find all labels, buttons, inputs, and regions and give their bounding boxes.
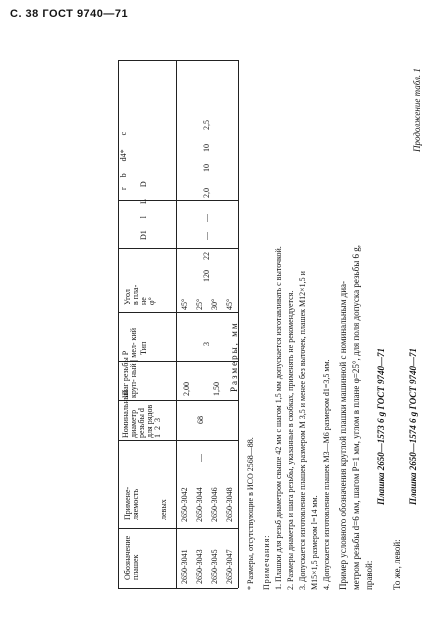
formula-left: Плашка 2650—1574 6 g ГОСТ 9740—71 [408, 347, 418, 505]
angle-value: 45° [225, 298, 234, 310]
table-border-right [238, 60, 239, 588]
header-applicability: Примене- ляемость [123, 486, 140, 520]
header-angle: Угол в пла- не φ° [123, 284, 156, 305]
table-row-applicability: 2650-3044 [195, 487, 204, 522]
table-row-applicability: 2650-3046 [210, 487, 219, 522]
table-row-designation: 2650-3043 [195, 549, 204, 584]
fine-pitch-value: 1,50 [212, 382, 221, 396]
note-item: 3. Допускается изготовление плашек размером M 3,5 и менее без выточек, плашек M12×1,5 и [298, 271, 307, 590]
D1-value: — [202, 214, 211, 222]
c-value: 2,0 [202, 188, 211, 198]
fine-pitch-value: 2,00 [182, 382, 191, 396]
note-item: 4. Допускается изготовление плашек M3—M6 размером d1=3,5 мм. [322, 359, 331, 590]
header-misc-columns: r b d4* c [119, 131, 128, 190]
table-row-designation: 2650-3041 [180, 549, 189, 584]
page-header: С. 38 ГОСТ 9740—71 [10, 8, 129, 20]
b-value: 10 [202, 144, 211, 152]
header-pitch: Шаг резьбы P круп- ный | мел- кий [121, 327, 138, 398]
formula-right: Плашка 2650—1573 6 g ГОСТ 9740—71 [376, 347, 386, 505]
nominal-value: 68 [196, 416, 205, 424]
table-border-top [118, 60, 238, 61]
column-divider [118, 248, 238, 249]
header-designation: Обозначение плашек [123, 535, 140, 580]
footnote: * Размеры, отсутствующие в ИСО 2568—88. [246, 437, 255, 590]
note-item: M15×1,5 размером l=14 мм. [310, 495, 319, 590]
header-lev: левых [159, 499, 168, 520]
header-nominal: Номинальный диаметр резьбы d для рядов 1 2 3 [121, 389, 162, 438]
l-value: — [202, 232, 211, 240]
d4-value: 10 [202, 164, 211, 172]
header-type: Тип [139, 341, 148, 355]
table-row-designation: 2650-3047 [225, 549, 234, 584]
angle-value: 45° [180, 298, 189, 310]
header-D1-l-L: D1 l L D [139, 181, 148, 240]
note-item: 2. Размеры диаметра и шага резьбы, указанные в скобках, применять не рекомендуется. [286, 290, 295, 590]
angle-value: 25° [195, 298, 204, 310]
angle-value: 30° [210, 298, 219, 310]
D-value: 120 [202, 270, 211, 282]
example-line: метром резьбы d=6 мм, шагом P=1 мм, углом в плане φ=25°, для поля допуска резьбы 6 g, [351, 244, 361, 590]
column-divider [118, 528, 238, 529]
r-value: 2,5 [202, 120, 211, 130]
table-row-applicability: 2650-3042 [180, 487, 189, 522]
column-divider [118, 200, 238, 201]
notes-title: Примечания: [262, 534, 271, 590]
table-border-bottom [118, 588, 238, 589]
note-item: 1. Плашки для резьб диаметром свыше 42 мм с шагом 1,5 мм допускается изготавливать с выточкой. [274, 246, 283, 590]
type-value: 3 [202, 342, 211, 346]
nominal-dash: — [196, 454, 205, 462]
left-label: То же, левой: [392, 539, 402, 590]
column-divider [118, 312, 238, 313]
continuation-label: Продолжение табл. 1 [412, 68, 422, 152]
L-value: 22 [202, 252, 211, 260]
table-row-designation: 2650-3045 [210, 549, 219, 584]
section-title: Размеры, мм [229, 321, 239, 392]
column-divider [118, 440, 238, 441]
table-row-applicability: 2650-3048 [225, 487, 234, 522]
example-line: правой: [364, 560, 374, 590]
example-line: Пример условного обозначения круглой плашки машинной с номинальным диа- [338, 280, 348, 590]
header-separator [176, 60, 177, 588]
